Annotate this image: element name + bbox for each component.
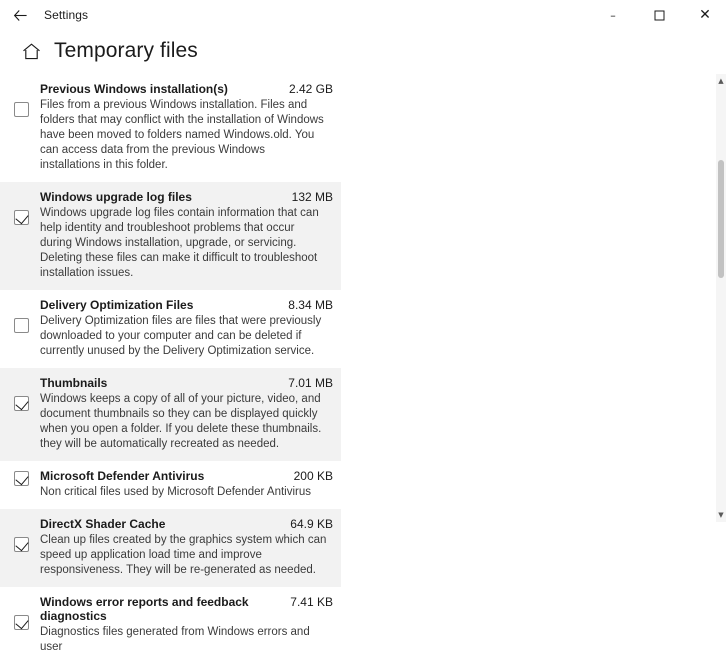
item-header bbox=[40, 517, 333, 531]
item-size: 7.41 KB bbox=[290, 595, 333, 609]
restore-icon bbox=[654, 10, 665, 21]
item-header bbox=[40, 469, 333, 483]
close-button[interactable] bbox=[682, 0, 728, 30]
window-controls bbox=[590, 0, 728, 30]
close-icon: ✕ bbox=[699, 7, 711, 23]
table-row[interactable] bbox=[0, 290, 341, 368]
checkbox-cell[interactable] bbox=[14, 376, 40, 452]
table-row[interactable] bbox=[0, 587, 341, 664]
item-body bbox=[40, 469, 333, 500]
item-body bbox=[40, 190, 333, 281]
item-description: Files from a previous Windows installation. Files and folders that may conflict with the installation of Windows have been moved to folders named Windows.old. You can access data from the previous Windows installations in this folder. bbox=[40, 99, 324, 171]
checkbox-cell[interactable] bbox=[14, 469, 40, 500]
item-description: Clean up files created by the graphics system which can speed up application load time and improve responsiveness. They will be re-generated as needed. bbox=[40, 534, 327, 576]
item-description: Diagnostics files generated from Windows errors and user bbox=[40, 626, 310, 653]
temporary-files-content bbox=[0, 74, 728, 653]
item-checkbox[interactable] bbox=[14, 396, 29, 411]
page-header bbox=[0, 30, 728, 74]
item-title: Windows error reports and feedback diagnostics bbox=[40, 595, 249, 623]
item-header bbox=[40, 595, 333, 623]
item-checkbox[interactable] bbox=[14, 318, 29, 333]
item-size: 2.42 GB bbox=[288, 82, 333, 96]
item-checkbox[interactable] bbox=[14, 102, 29, 117]
item-checkbox[interactable] bbox=[14, 210, 29, 225]
item-size: 64.9 KB bbox=[290, 517, 333, 531]
checkbox-cell[interactable] bbox=[14, 595, 40, 655]
item-body bbox=[40, 298, 333, 359]
item-size: 7.01 MB bbox=[288, 376, 333, 390]
item-title: Windows upgrade log files bbox=[40, 190, 192, 204]
table-row[interactable] bbox=[0, 509, 341, 587]
item-body bbox=[40, 595, 333, 655]
table-row[interactable] bbox=[0, 368, 341, 461]
item-checkbox[interactable] bbox=[14, 615, 29, 630]
item-title: Delivery Optimization Files bbox=[40, 298, 194, 312]
item-checkbox[interactable] bbox=[14, 471, 29, 486]
item-title: Thumbnails bbox=[40, 376, 108, 390]
item-title: DirectX Shader Cache bbox=[40, 517, 166, 531]
app-title: Settings bbox=[44, 8, 89, 22]
item-size: 8.34 MB bbox=[288, 298, 333, 312]
vertical-scrollbar[interactable] bbox=[716, 74, 726, 522]
checkbox-cell[interactable] bbox=[14, 298, 40, 359]
minimize-button[interactable] bbox=[590, 0, 636, 30]
page-title: Temporary files bbox=[54, 39, 198, 62]
minimize-icon: – bbox=[610, 8, 616, 22]
checkbox-cell[interactable] bbox=[14, 82, 40, 173]
restore-button[interactable] bbox=[636, 0, 682, 30]
table-row[interactable] bbox=[0, 461, 341, 509]
checkbox-cell[interactable] bbox=[14, 190, 40, 281]
home-icon[interactable] bbox=[18, 38, 44, 64]
item-description: Windows keeps a copy of all of your picture, video, and document thumbnails so they can be displayed quickly when you open a folder. If you delete these thumbnails. they will be automatically recreated as needed. bbox=[40, 393, 322, 450]
item-checkbox[interactable] bbox=[14, 537, 29, 552]
item-body bbox=[40, 376, 333, 452]
item-description: Delivery Optimization files are files that were previously downloaded to your computer and can be deleted if currently unused by the Delivery Optimization service. bbox=[40, 315, 322, 357]
item-size: 132 MB bbox=[291, 190, 333, 204]
item-header bbox=[40, 82, 333, 96]
item-size: 200 KB bbox=[293, 469, 333, 483]
table-row[interactable] bbox=[0, 74, 341, 182]
item-body bbox=[40, 517, 333, 578]
scrollbar-thumb[interactable] bbox=[718, 160, 724, 278]
item-description: Non critical files used by Microsoft Defender Antivirus bbox=[40, 486, 311, 498]
title-bar bbox=[0, 0, 728, 30]
item-title: Microsoft Defender Antivirus bbox=[40, 469, 205, 483]
item-title: Previous Windows installation(s) bbox=[40, 82, 228, 96]
scroll-up-arrow[interactable]: ▲ bbox=[718, 77, 724, 85]
checkbox-cell[interactable] bbox=[14, 517, 40, 578]
item-body bbox=[40, 82, 333, 173]
temporary-files-list bbox=[0, 74, 341, 664]
item-header bbox=[40, 190, 333, 204]
item-description: Windows upgrade log files contain information that can help identity and troubleshoot problems that occur during Windows installation, upgrade, or servicing. Deleting these files can make it difficult to troubleshoot installation issues. bbox=[40, 207, 319, 279]
back-button[interactable] bbox=[0, 0, 40, 30]
item-header bbox=[40, 298, 333, 312]
table-row[interactable] bbox=[0, 182, 341, 290]
scroll-down-arrow[interactable]: ▼ bbox=[718, 511, 724, 519]
item-header bbox=[40, 376, 333, 390]
